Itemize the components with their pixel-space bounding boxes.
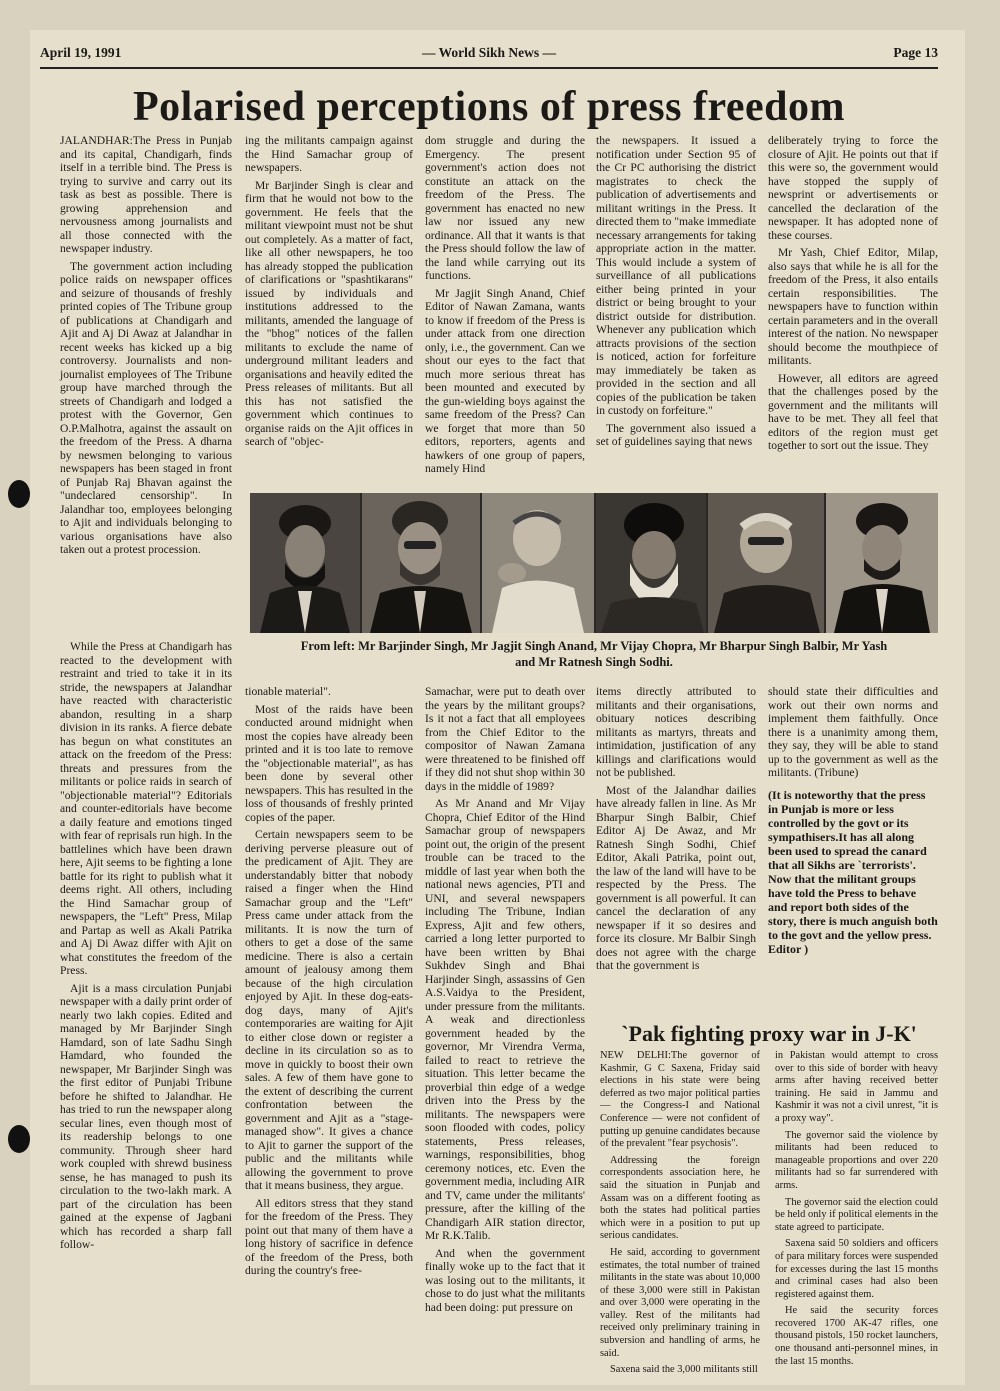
caption-line-1: From left: Mr Barjinder Singh, Mr Jagjit Singh Anand, Mr Vijay Chopra, Mr Bharpur Singh Balbir, Mr Yash xyxy=(300,639,888,653)
article-column-3 xyxy=(425,134,585,479)
paragraph: deliberately trying to force the closure of Ajit. He points out that if this were so, the government would have stopped the supply of newsprint or advertisements or cancelled the declaration of the newspaper. It has adopted none of these courses. xyxy=(768,134,938,242)
paragraph: items directly attributed to militants and their organisations, obituary notices describing militants as martyrs, threats and intimidation, justification of any killings and clarifications would not be published. xyxy=(596,685,756,779)
portrait-jagjit-singh-anand xyxy=(362,493,480,633)
paragraph: Ajit is a mass circulation Punjabi newspaper with a daily print order of nearly two lakh copies. Edited and managed by Mr Barjinder Singh Hamdard, son of late Sadhu Singh Hamdard, who founded the newspaper, Mr Barjinder Singh was the first editor of Punjabi Tribune before he shifted to Jalandhar. He has tried to run the newspaper along secular lines, even though most of its readership belongs to one community. Through sheer hard work coupled with shrewd business sense, he has managed to push its circulation to the two-lakh mark. A part of the circulation has been gained at the expense of Jagbani which has recorded a sharp fall follow- xyxy=(60,981,232,1251)
article-column-2 xyxy=(245,134,413,479)
paragraph: However, all editors are agreed that the challenges posed by the government and the militants will have to be met. They all feel that editors of the region must get together to sort out the issue. They xyxy=(768,371,938,452)
paragraph: ing the militants campaign against the Hind Samachar group of newspapers. xyxy=(245,134,413,174)
article-headline: Polarised perceptions of press freedom xyxy=(133,84,845,130)
paragraph: Addressing the foreign correspondents association here, he said the situation in Punjab and Assam was on a different footing as both the states had political parties which were in a position to put up serious candidates. xyxy=(600,1154,760,1242)
paragraph: Saxena said the 3,000 militants still xyxy=(610,1364,758,1376)
paragraph: Certain newspapers seem to be deriving perverse pleasure out of the predicament of Ajit. They are understandably bitter that nobody raised a finger when the Hind Samachar group and the "Left" Press came under attack from the militants. It is now the turn of others to get a dose of the same medicine. There is also a certain amount of jealousy among them because of the high circulation enjoyed by Ajit. In these dog-eats-dog days, many of Ajit's contemporaries are waiting for Ajit to either close down or register a decline in its circulation so as to move in quickly to boost their own sales. A few of them have gone to the extent of describing the current confrontation between the government and Ajit as a "stage-managed show". It gives a chance to Ajit to garner the support of the public and the militants while allowing the government to prove that it means business, they argue. xyxy=(245,828,413,1192)
paragraph: He said the security forces recovered 1700 AK-47 rifles, one thousand pistols, 150 rocket launchers, one thousand anti-personnel mines, in the last 15 months. xyxy=(775,1305,938,1367)
paragraph: Mr Yash, Chief Editor, Milap, also says that while he is all for the freedom of the Press, it also entails certain responsibilities. The newspapers have to function within certain parameters and in the overall interest of the nation. No newspaper should become the mouthpiece of militants. xyxy=(768,246,938,367)
paragraph: Mr Jagjit Singh Anand, Chief Editor of Nawan Zamana, wants to know if freedom of the Press is under attack from one direction only, i.e., the government. Can we shout our eyes to the fact that much more serious threat has been mounted and executed by the gun-wielding boys against the same freedom of the Press? Can we forget that more than 50 editors, reporters, agents and hawkers of one group of papers, namely Hind xyxy=(425,286,585,475)
article-column-3-continued xyxy=(425,685,585,1340)
binder-hole-top xyxy=(8,480,30,508)
article-column-5-continued xyxy=(768,685,938,1020)
article-column-5 xyxy=(768,134,938,479)
paragraph: dom struggle and during the Emergency. The present government's action does not constitute an attack on the freedom of the Press. The government has enacted no new law nor issued any new ordinance. All that it wants is that the Press should follow the law of the land while carrying out its functions. xyxy=(425,134,585,282)
article-column-2-continued xyxy=(245,685,413,1340)
paragraph: should state their difficulties and work out their own norms and implement them faithfully. Once there is a unanimity among them, they say, they will be able to stand up to the government as well as the militants. (Tribune) xyxy=(768,685,938,779)
paragraph: Most of the raids have been conducted around midnight when most the copies have already been printed and it is too late to remove the "objectionable material", as has been done by several other newspapers. This has resulted in the loss of thousands of freshly printed copies of the paper. xyxy=(245,702,413,824)
paragraph: the newspapers. It issued a notification under Section 95 of the Cr PC authorising the district magistrates to check the publication of advertisements and militant writings in the Press. It directed them to "make immediate necessary arrangements for taking appropriate action in the matter. This would include a system of surveillance of all publications either being printed in your district or being brought to your district outside for distribution. Whenever any publication which attracts provisions of the section is noticed, action for forfeiture may immediately be taken as provided in the section and all copies of the publication be taken in custody on forfeiture." xyxy=(596,134,756,417)
editor-note: (It is noteworthy that the press in Punjab is more or less controlled by the govt or its sympathisers.It has all along been used to spread the canard that all Sikhs are `terrorists'. Now that the militant groups have told the Press to behave and report both sides of the story, there is much anguish both to the govt and the yellow press. Editor ) xyxy=(768,787,938,956)
paragraph: Samachar, were put to death over the years by the militant groups? Is it not a fact that all employees from the Chief Editor to the compositor of Nawan Zamana were threatened to be finished off if they did not shut shop within 30 days in the middle of 1989? xyxy=(425,685,585,793)
editors-photo-strip xyxy=(250,493,938,633)
issue-date: April 19, 1991 xyxy=(40,45,122,60)
paragraph: The government action including police raids on newspaper offices and seizure of thousands of freshly printed copies of The Tribune group of publications at Chandigarh and Ajit and Aj Di Awaz at Jalandhar in recent weeks has kicked up a big controversy. Journalists and non-journalist employees of The Tribune group have marched through the streets of Chandigarh and lodged a protest with the Governor, Gen O.P.Malhotra, against the assault on the freedom of the Press. A dharna by newsmen belonging to various newspapers has been staged in front of Punjab Raj Bhavan against the "undeclared censorship". In Jalandhar too, employees belonging to Ajit and individuals belonging to various organisations have also taken out a protest procession. xyxy=(60,259,232,556)
caption-line-2: and Mr Ratnesh Singh Sodhi. xyxy=(515,655,673,669)
paragraph: tionable material". xyxy=(245,685,331,698)
paragraph: in Pakistan would attempt to cross over to this side of border with heavy arms after having received better training. He said in Jammu and Kashmir it was not a civil unrest, "it is a proxy way". xyxy=(775,1050,938,1124)
paragraph: All editors stress that they stand for the freedom of the Press. They point out that many of them have a long history of sacrifice in defence of the freedom of the Press, both during the country's free- xyxy=(245,1196,413,1277)
header-rule xyxy=(40,67,938,69)
paragraph: The governor said the election could be held only if political elements in the state agreed to participate. xyxy=(775,1196,938,1233)
paragraph: Saxena said 50 soldiers and officers of para military forces were suspended for excesses during the last 15 months and criminal cases had also been registered against them. xyxy=(775,1238,938,1300)
page-header xyxy=(40,45,938,65)
paragraph: He said, according to government estimates, the total number of trained militants in the state was about 10,000 of these 3,000 were still in Pakistan and over 3,000 were operating in the valley. Rest of the militants had received only preliminary training in subversion and handling of arms, he said. xyxy=(600,1246,760,1359)
paragraph: JALANDHAR:The Press in Punjab and its capital, Chandigarh, finds itself in a terrible bind. The Press is trying to survive and carry out its task as best as possible. There is growing apprehension and nervousness among journalists and all those connected with the newspaper industry. xyxy=(60,134,232,255)
paragraph: And when the government finally woke up to the fact that it was losing out to the militants, it chose to do just what the militants had been doing: put pressure on xyxy=(425,1246,585,1314)
article-column-4 xyxy=(596,134,756,479)
article-column-4-continued xyxy=(596,685,756,1015)
paragraph: While the Press at Chandigarh has reacted to the development with restraint and tried to take it in its stride, the newspapers at Jalandhar have reacted with characteristic abandon, resulting in a sharp division in its ranks. A fierce debate has begun on what constitutes an attack on the freedom of the Press: threats and pressures from the militants or police raids in search of "objectionable material"? Editorials and counter-editorials have become a daily feature and emotions tinged with fear of reprisals run high. In the battlelines which have been drawn here, Ajit seems to be fighting a lone battle for its right to publish what it deems right. All others, including the Hind Samachar group of newspapers, the "Left" Press, Milap and Partap as well as Akali Patrika and Aj Di Awaz differ with Ajit on what constitutes the freedom of the Press. xyxy=(60,640,232,977)
page-number: Page 13 xyxy=(893,45,938,60)
portrait-barjinder-singh xyxy=(250,493,360,633)
portrait-ratnesh-singh-sodhi xyxy=(826,493,938,633)
sidebar-headline: `Pak fighting proxy war in J-K' xyxy=(621,1021,917,1046)
paragraph: NEW DELHI:The governor of Kashmir, G C Saxena, Friday said elections in his state were being deferred as two major political parties — the Congress-I and National Conference — were not confident of putting up genuine candidates because of the prevalent "fear psychosis". xyxy=(600,1050,760,1150)
paragraph: Mr Barjinder Singh is clear and firm that he would not bow to the government. He feels that the militant viewpoint must not be shut out completely. As a matter of fact, like all other newspapers, he too has already stopped the publication of clarifications or "spashtikarans" issued by individuals and institutions addressed to the militants, amended the language of the "bhog" notices of the fallen militants to exclude the name of underground militant leaders and organisations and heavily edited the Press releases of militants. But all this has not satisfied the government which continues to organise raids on the Ajit offices in search of "objec- xyxy=(245,178,413,448)
sidebar-column-2 xyxy=(775,1050,938,1367)
article-column-1 xyxy=(60,134,232,556)
photo-caption xyxy=(250,638,938,670)
paragraph: Most of the Jalandhar dailies have already fallen in line. As Mr Bharpur Singh Balbir, Chief Editor Aj De Awaz, and Mr Ratnesh Singh Sodhi, Chief Editor, Akali Patrika, point out, the law of the land will have to be respected by the Press. The government is all powerful. It can cancel the declaration of any newspaper if it so desires and force its closure. Mr Balbir Singh does not agree with the charge that the government is xyxy=(596,783,756,972)
paragraph: The government also issued a set of guidelines saying that news xyxy=(596,421,756,448)
portrait-yash xyxy=(708,493,824,633)
paragraph: As Mr Anand and Mr Vijay Chopra, Chief Editor of the Hind Samachar group of newspapers point out, the origin of the present trouble can be traced to the middle of last year when both the national news agencies, PTI and UNI, and several newspapers including The Tribune, Indian Express, Ajit and few others, carried a long letter purported to have been written by Bhai Sukhdev Singh and Bhai Harjinder Singh, assassins of Gen A.S.Vaidya to the President, under pressure from the militants. A weak and directionless government headed by the governor, Mr Virendra Verma, failed to react to retrieve the situation. This letter became the proverbial thin edge of a wedge driven into the Press by the militants. The newspapers were soon flooded with codes, policy statements, Press releases, warnings, responsibilities, bhog ceremony notices, etc. Even the government media, including AIR and TV, came under the militants' pressure, after the killing of the Chandigarh AIR station director, Mr R.K.Talib. xyxy=(425,797,585,1242)
binder-hole-bottom xyxy=(8,1125,30,1153)
paragraph: The governor said the violence by militants had been reduced to manageable proportions and over 220 militants had so far surrendered with arms. xyxy=(775,1129,938,1191)
sidebar-column-1 xyxy=(600,1050,760,1376)
publication-name: — World Sikh News — xyxy=(421,45,557,60)
portrait-bharpur-singh-balbir xyxy=(596,493,706,633)
article-column-1-continued xyxy=(60,640,232,1340)
portrait-vijay-chopra xyxy=(482,493,594,633)
